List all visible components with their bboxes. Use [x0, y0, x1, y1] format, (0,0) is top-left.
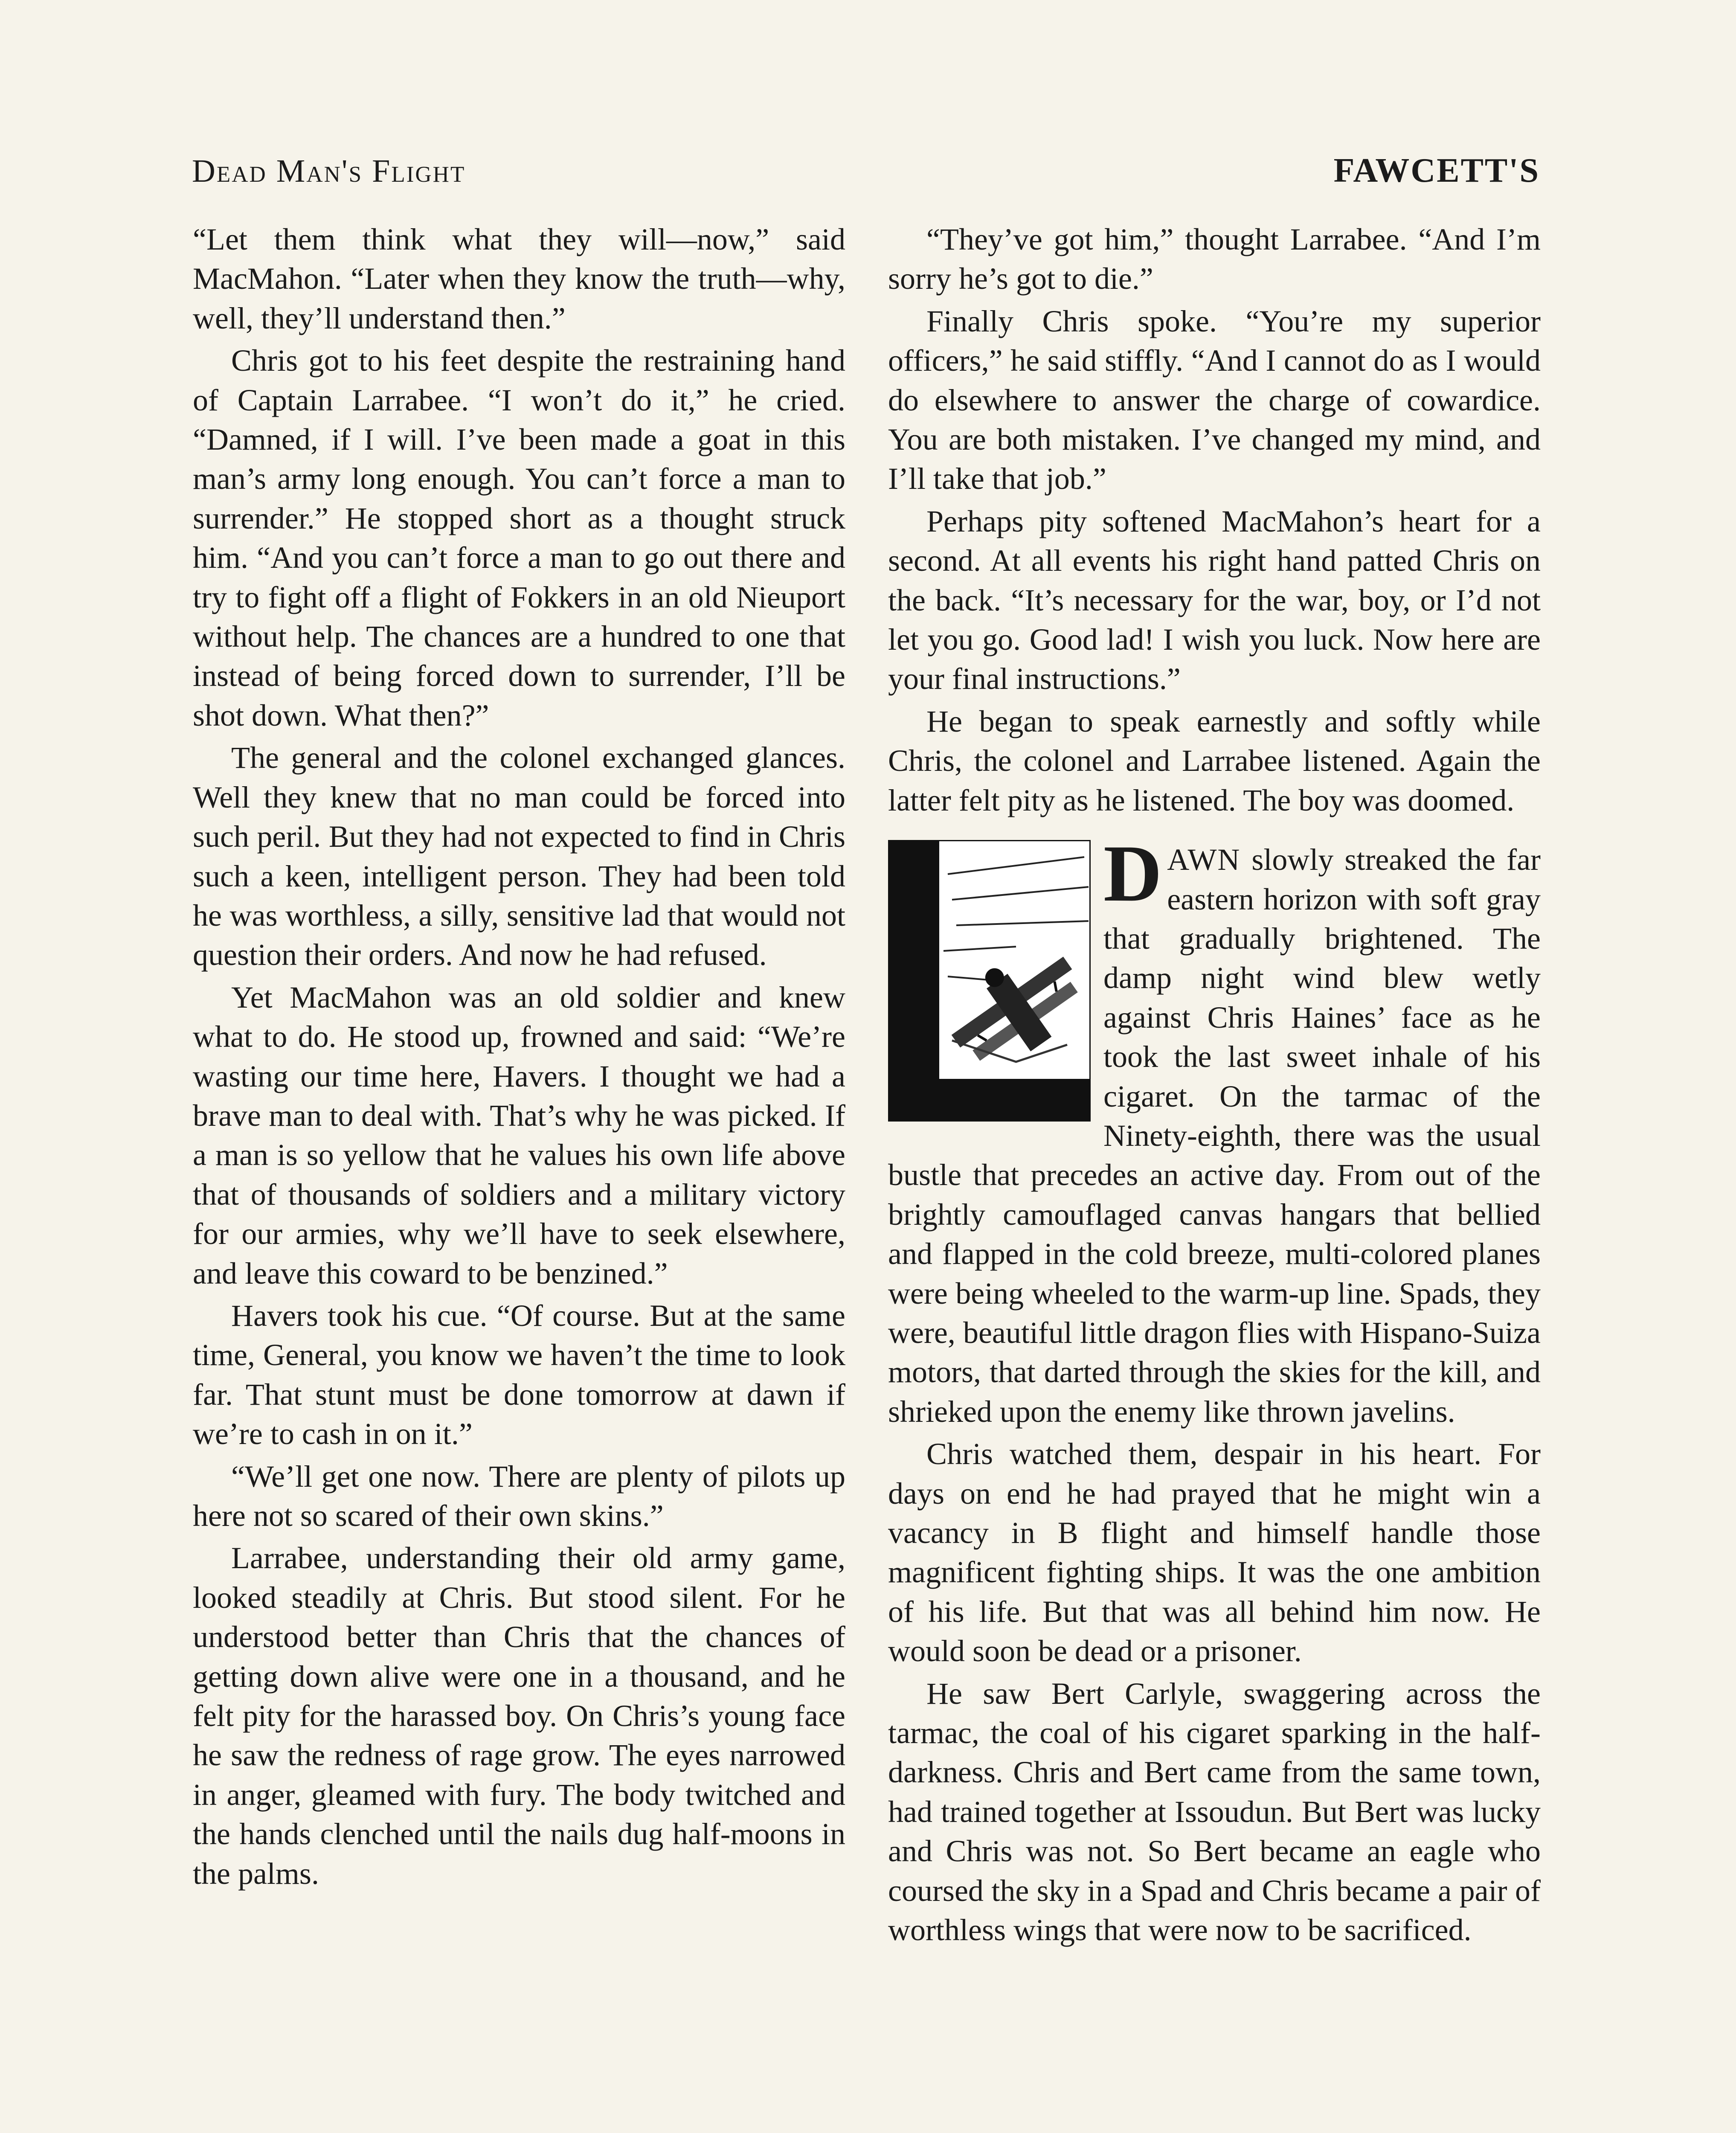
paragraph: He began to speak earnestly and softly while Chris, the colonel and Larrabee listened. Again the latter felt pity as he listened. The boy was doomed. — [888, 704, 1541, 817]
paragraph: “They’ve got him,” thought Larrabee. “And I’m sorry he’s got to die.” — [888, 222, 1541, 296]
opening-text: slowly streaked the far eastern horizon with soft gray that gradually brightened. The damp night wind blew wetly against Chris Haines’ face as he took the last sweet inhale of his cigaret. On the tarmac of the Ninety-eighth, there was the usual bustle that precedes an active day. From out of the brightly camouflaged canvas hangars that bellied and flapped in the cold breeze, multi-colored planes were being wheeled to the warm-up line. Spads, they were, beautiful little dragon flies with Hispano-Suiza motors, that darted through the skies for the kill, and shrieked upon the enemy like thrown javelins. — [888, 843, 1541, 1429]
paragraph: Perhaps pity softened MacMahon’s heart for a second. At all events his right hand patted Chris on the back. “It’s necessary for the war, boy, or I’d not let you go. Good lad! I wish you luck. Now here are your final instructions.” — [888, 504, 1541, 696]
right-column — [888, 220, 1541, 1953]
paragraph: Yet MacMahon was an old soldier and knew what to do. He stood up, frowned and said: “We’re wasting our time here, Havers. I thought we had a brave man to deal with. That’s why he was picked. If a man is so yellow that he values his own life above that of thousands of soldiers and a military victory for our armies, why we’ll have to seek elsewhere, and leave this coward to be benzined.” — [193, 980, 845, 1290]
paragraph: Havers took his cue. “Of course. But at the same time, General, you know we haven’t the time to look far. That stunt must be done tomorrow at dawn if we’re to cash in on it.” — [193, 1298, 845, 1451]
running-header — [192, 151, 1540, 190]
paragraph: Chris got to his feet despite the restraining hand of Captain Larrabee. “I won’t do it,” he cried. “Damned, if I will. I’ve been made a goat in this man’s army long enough. You can’t force a man to surrender.” He stopped short as a thought struck him. “And you can’t force a man to go out there and try to fight off a flight of Fokkers in an old Nieuport without help. The chances are a hundred to one that instead of being forced down to surrender, I’ll be shot down. What then?” — [193, 343, 845, 732]
paragraph: The general and the colonel exchanged glances. Well they knew that no man could be forced into such peril. But they had not expected to find in Chris such a keen, intelligent person. They had been told he was worthless, a silly, sensitive lad that would not question their orders. And now he had refused. — [193, 741, 845, 972]
biplane-illustration — [888, 840, 1091, 1122]
first-word-rest: AWN — [1167, 843, 1241, 877]
left-column — [193, 220, 845, 1896]
magazine-name: FAWCETT'S — [1333, 152, 1540, 189]
paragraph: “Let them think what they will—now,” said MacMahon. “Later when they know the truth—why, well, they’ll understand then.” — [193, 222, 845, 335]
drop-cap-letter: D — [1103, 829, 1162, 919]
illustrated-initial-l — [888, 840, 1091, 1122]
paragraph: He saw Bert Carlyle, swaggering across the tarmac, the coal of his cigaret sparking in the half-darkness. Chris and Bert came from the same town, had trained together at Issoudun. But Bert was lucky and Chris was not. So Bert became an eagle who coursed the sky in a Spad and Chris became a pair of worthless wings that were now to be sacrificed. — [888, 1676, 1541, 1947]
running-title: Dead Man's Flight — [192, 153, 466, 189]
paragraph: Finally Chris spoke. “You’re my superior officers,” he said stiffly. “And I cannot do as I would do elsewhere to answer the charge of cowardice. You are both mistaken. I’ve changed my mind, and I’ll take that job.” — [888, 304, 1541, 496]
paragraph: “We’ll get one now. There are plenty of pilots up here not so scared of their own skins.” — [193, 1459, 845, 1533]
paragraph: Chris watched them, despair in his heart. For days on end he had prayed that he might win a vacancy in B flight and himself handle those magnificent fighting ships. It was the one ambition of his life. But that was all behind him now. He would soon be dead or a prisoner. — [888, 1437, 1541, 1668]
paragraph: Larrabee, understanding their old army game, looked steadily at Chris. But stood silent. For he understood better than Chris that the chances of getting down alive were one in a thousand, and he felt pity for the harassed boy. On Chris’s young face he saw the redness of rage grow. The eyes narrowed in anger, gleamed with fury. The body twitched and the hands clenched until the nails dug half-moons in the palms. — [193, 1541, 845, 1891]
